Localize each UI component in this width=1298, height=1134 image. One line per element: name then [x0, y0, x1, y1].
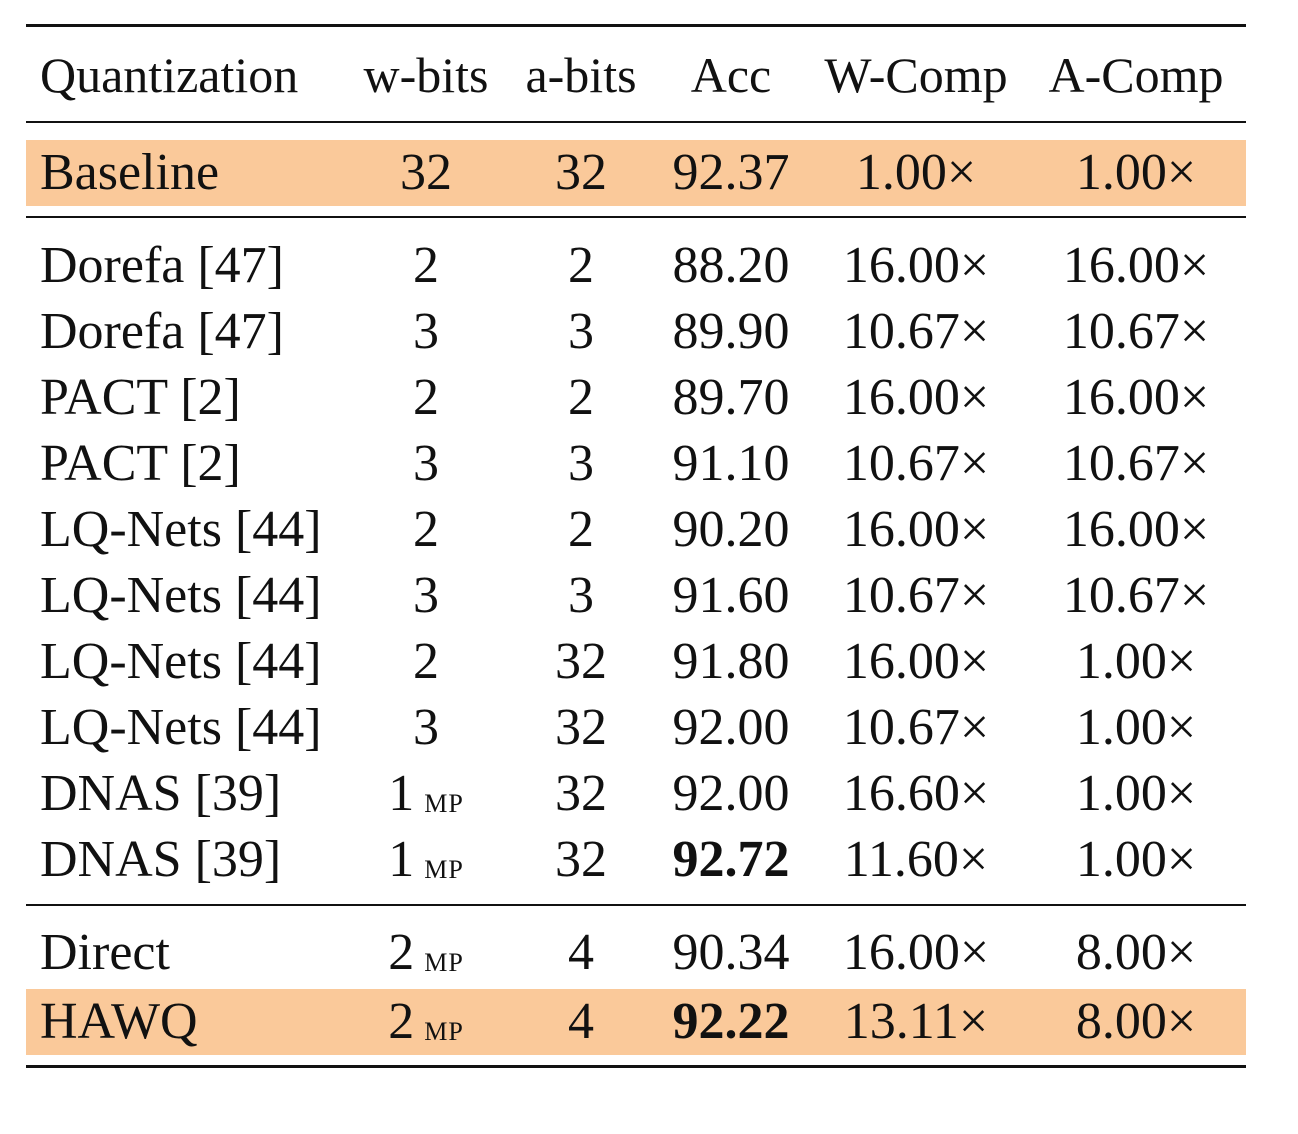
a-comp-cell: 8.00× — [1075, 924, 1197, 981]
a-bits-cell: 32 — [555, 144, 607, 201]
table-row — [26, 299, 1246, 365]
section-rule — [26, 904, 1246, 906]
acc-cell: 91.10 — [672, 435, 790, 492]
a-comp-cell: 16.00× — [1062, 501, 1210, 558]
acc-cell: 90.34 — [672, 924, 790, 981]
method-cell: HAWQ — [40, 993, 198, 1050]
w-comp-cell: 10.67× — [842, 567, 990, 624]
method-cell: DNAS [39] — [40, 765, 282, 822]
method-cell: PACT [2] — [40, 435, 241, 492]
method-cell: LQ-Nets [44] — [40, 567, 322, 624]
a-bits-cell: 32 — [555, 831, 607, 888]
header-w-comp: W-Comp — [824, 47, 1008, 103]
table-row — [26, 761, 1246, 827]
a-bits-cell: 4 — [568, 924, 594, 981]
top-rule — [26, 24, 1246, 27]
header-acc: Acc — [690, 47, 772, 103]
header-a-comp: A-Comp — [1048, 47, 1224, 103]
method-cell: Dorefa [47] — [40, 237, 284, 294]
w-comp-cell: 10.67× — [842, 699, 990, 756]
w-bits-cell: 32 — [400, 144, 452, 201]
table-row — [26, 431, 1246, 497]
a-bits-cell: 32 — [555, 765, 607, 822]
a-bits-cell: 3 — [568, 303, 594, 360]
table-row — [26, 497, 1246, 563]
mixed-precision-tag: MP — [424, 855, 464, 884]
method-cell: LQ-Nets [44] — [40, 633, 322, 690]
w-bits-value: 1 — [388, 765, 415, 822]
a-comp-cell: 1.00× — [1075, 633, 1197, 690]
acc-cell: 92.00 — [672, 765, 790, 822]
table-row — [26, 563, 1246, 629]
acc-cell: 89.90 — [672, 303, 790, 360]
acc-cell: 91.80 — [672, 633, 790, 690]
header-w-bits: w-bits — [363, 47, 489, 103]
header-rule — [26, 121, 1246, 123]
w-comp-cell: 16.00× — [842, 369, 990, 426]
mixed-precision-tag: MP — [424, 948, 464, 977]
table-row — [26, 827, 1246, 893]
acc-cell-best: 92.72 — [672, 831, 790, 888]
table-row — [26, 233, 1246, 299]
w-bits-value: 2 — [388, 924, 415, 981]
w-comp-cell: 10.67× — [842, 303, 990, 360]
w-comp-cell: 16.00× — [842, 237, 990, 294]
w-comp-cell: 13.11× — [843, 993, 989, 1050]
a-bits-cell: 2 — [568, 369, 594, 426]
acc-cell: 88.20 — [672, 237, 790, 294]
a-bits-cell: 32 — [555, 699, 607, 756]
mixed-precision-tag: MP — [424, 1017, 464, 1046]
a-bits-cell: 3 — [568, 567, 594, 624]
a-comp-cell: 10.67× — [1062, 435, 1210, 492]
w-bits-cell: 3 — [413, 435, 439, 492]
method-cell: PACT [2] — [40, 369, 241, 426]
w-comp-cell: 11.60× — [843, 831, 989, 888]
table-row-direct — [26, 920, 1246, 986]
table-row — [26, 365, 1246, 431]
w-bits-cell: 2 — [413, 501, 439, 558]
baseline-rule — [26, 216, 1246, 218]
bottom-rule — [26, 1065, 1246, 1068]
a-bits-cell: 2 — [568, 501, 594, 558]
method-cell: DNAS [39] — [40, 831, 282, 888]
a-comp-cell: 1.00× — [1075, 765, 1197, 822]
w-comp-cell: 16.00× — [842, 501, 990, 558]
method-cell: Dorefa [47] — [40, 303, 284, 360]
a-comp-cell: 10.67× — [1062, 303, 1210, 360]
method-cell: Baseline — [40, 144, 220, 201]
w-bits-cell — [346, 765, 506, 822]
w-comp-cell: 1.00× — [855, 144, 977, 201]
method-cell: LQ-Nets [44] — [40, 699, 322, 756]
a-comp-cell: 16.00× — [1062, 369, 1210, 426]
w-comp-cell: 16.60× — [842, 765, 990, 822]
w-bits-cell: 2 — [413, 237, 439, 294]
a-comp-cell: 1.00× — [1075, 699, 1197, 756]
header-a-bits: a-bits — [525, 47, 637, 103]
acc-cell: 90.20 — [672, 501, 790, 558]
a-bits-cell: 32 — [555, 633, 607, 690]
a-comp-cell: 8.00× — [1075, 993, 1197, 1050]
w-bits-cell: 3 — [413, 699, 439, 756]
method-cell: Direct — [40, 924, 170, 981]
a-bits-cell: 4 — [568, 993, 594, 1050]
header-quantization: Quantization — [40, 47, 299, 103]
method-cell: LQ-Nets [44] — [40, 501, 322, 558]
w-bits-cell: 2 — [413, 369, 439, 426]
w-bits-cell — [346, 993, 506, 1050]
a-comp-cell: 16.00× — [1062, 237, 1210, 294]
a-comp-cell: 10.67× — [1062, 567, 1210, 624]
acc-cell-best: 92.22 — [672, 993, 790, 1050]
table-row — [26, 695, 1246, 761]
w-bits-cell — [346, 831, 506, 888]
w-bits-cell: 3 — [413, 567, 439, 624]
a-comp-cell: 1.00× — [1075, 144, 1197, 201]
acc-cell: 92.37 — [672, 144, 790, 201]
table-row-hawq — [26, 989, 1246, 1055]
mixed-precision-tag: MP — [424, 789, 464, 818]
table-row — [26, 629, 1246, 695]
w-bits-value: 1 — [388, 831, 415, 888]
w-bits-cell: 2 — [413, 633, 439, 690]
w-comp-cell: 16.00× — [842, 633, 990, 690]
w-bits-value: 2 — [388, 993, 415, 1050]
w-comp-cell: 16.00× — [842, 924, 990, 981]
acc-cell: 92.00 — [672, 699, 790, 756]
a-comp-cell: 1.00× — [1075, 831, 1197, 888]
header-row — [26, 44, 1246, 106]
acc-cell: 89.70 — [672, 369, 790, 426]
w-comp-cell: 10.67× — [842, 435, 990, 492]
a-bits-cell: 2 — [568, 237, 594, 294]
a-bits-cell: 3 — [568, 435, 594, 492]
w-bits-cell — [346, 924, 506, 981]
w-bits-cell: 3 — [413, 303, 439, 360]
table-row-baseline — [26, 140, 1246, 206]
acc-cell: 91.60 — [672, 567, 790, 624]
